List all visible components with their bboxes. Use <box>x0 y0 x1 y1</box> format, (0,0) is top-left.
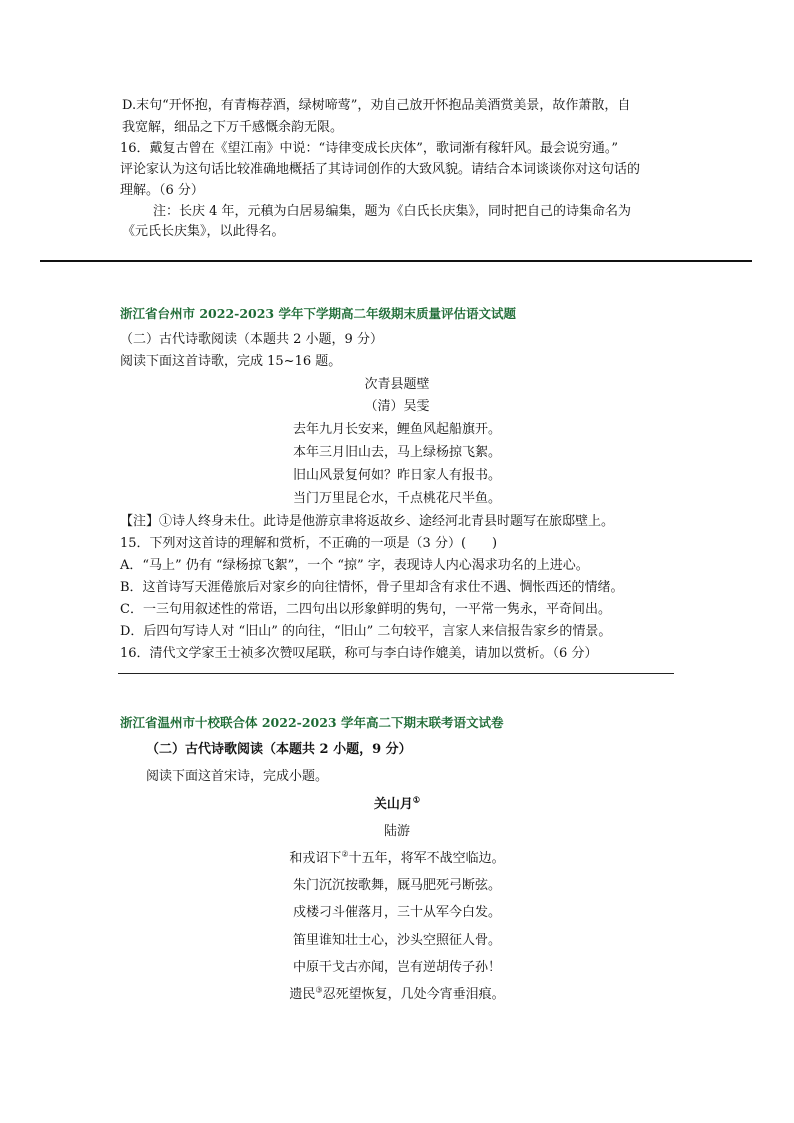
poem-title: 关山月① <box>373 794 421 812</box>
poem-line: 中原干戈古亦闻，岂有逆胡传子孙！ <box>292 960 501 975</box>
exam-title-wenzhou: 浙江省温州市十校联合体 2022-2023 学年高二下期末联考语文试卷 <box>120 715 504 730</box>
poem-line: 笛里谁知壮士心，沙头空照征人骨。 <box>292 933 501 948</box>
poem-line: 遗民③忍死望恢复，几处今宵垂泪痕。 <box>289 985 505 1002</box>
poem-line: 朱门沉沉按歌舞，厩马肥死弓断弦。 <box>292 878 501 893</box>
poem-author: 陆游 <box>383 824 410 839</box>
instruction: 阅读下面这首诗歌，完成 15~16 题。 <box>120 354 342 369</box>
section-divider <box>40 260 752 262</box>
option-c: C．一三句用叙述性的常语，二四句出以形象鲜明的隽句，一平常一隽永，平奇间出。 <box>120 602 611 617</box>
section-heading: （二）古代诗歌阅读（本题共 2 小题，9 分） <box>146 742 412 757</box>
question-16-line-3: 理解。（6 分） <box>120 183 204 198</box>
question-16-line-2: 评论家认为这句话比较准确地概括了其诗词创作的大致风貌。请结合本词谈谈你对这句话的 <box>120 162 641 177</box>
question-16-line-1: 16．戴复古曾在《望江南》中说：“诗律变成长庆体”，歌词渐有稼轩风。最会说穷通。” <box>120 141 618 156</box>
exam-title-taizhou: 浙江省台州市 2022-2023 学年下学期高二年级期末质量评估语文试题 <box>120 306 516 321</box>
note-line-2: 《元氏长庆集》，以此得名。 <box>122 224 285 239</box>
option-d-line-2: 我宽解，细品之下万千感慨余韵无限。 <box>122 120 344 135</box>
poem-author: （清）吴雯 <box>364 399 430 414</box>
option-a: A．“马上” 仍有 “绿杨掠飞絮”，一个 “掠” 字，表现诗人内心渴求功名的上进心。 <box>120 558 589 573</box>
note-line-1: 注：长庆 4 年，元稹为白居易编集，题为《白氏长庆集》，同时把自己的诗集命名为 <box>153 204 632 219</box>
poem-line: 和戎诏下②十五年，将军不战空临边。 <box>289 849 505 866</box>
section-divider <box>118 673 674 674</box>
question-16: 16．清代文学家王士祯多次赞叹尾联，称可与李白诗作媲美，请加以赏析。（6 分） <box>120 646 598 661</box>
option-d-line-1: D.末句“开怀抱，有青梅荐酒，绿树啼莺”，劝自己放开怀抱品美酒赏美景，故作萧散，自 <box>122 98 631 113</box>
instruction: 阅读下面这首宋诗，完成小题。 <box>146 769 329 784</box>
section-heading: （二）古代诗歌阅读（本题共 2 小题，9 分） <box>120 332 383 347</box>
poem-note: 【注】①诗人终身未仕。此诗是他游京聿将返故乡、途经河北青县时题写在旅邸壁上。 <box>120 514 615 529</box>
poem-line: 戍楼刁斗催落月，三十从军今白发。 <box>292 905 501 920</box>
poem-line: 去年九月长安来，鲤鱼风起船旗开。 <box>292 422 501 437</box>
question-15: 15．下列对这首诗的理解和赏析，不正确的一项是（3 分）( ) <box>120 536 498 551</box>
poem-line: 本年三月旧山去，马上绿杨掠飞絮。 <box>292 445 501 460</box>
poem-title: 次青县题壁 <box>364 377 430 392</box>
poem-line: 旧山风景复何如？昨日家人有报书。 <box>292 468 501 483</box>
option-d: D．后四句写诗人对 “旧山” 的向往，“旧山” 二句较平，言家人来信报告家乡的情景。 <box>120 624 612 639</box>
option-b: B．这首诗写天涯倦旅后对家乡的向往情怀，骨子里却含有求仕不遇、惆怅西还的情绪。 <box>120 580 624 595</box>
poem-line: 当门万里昆仑水，千点桃花尺半鱼。 <box>292 491 501 506</box>
